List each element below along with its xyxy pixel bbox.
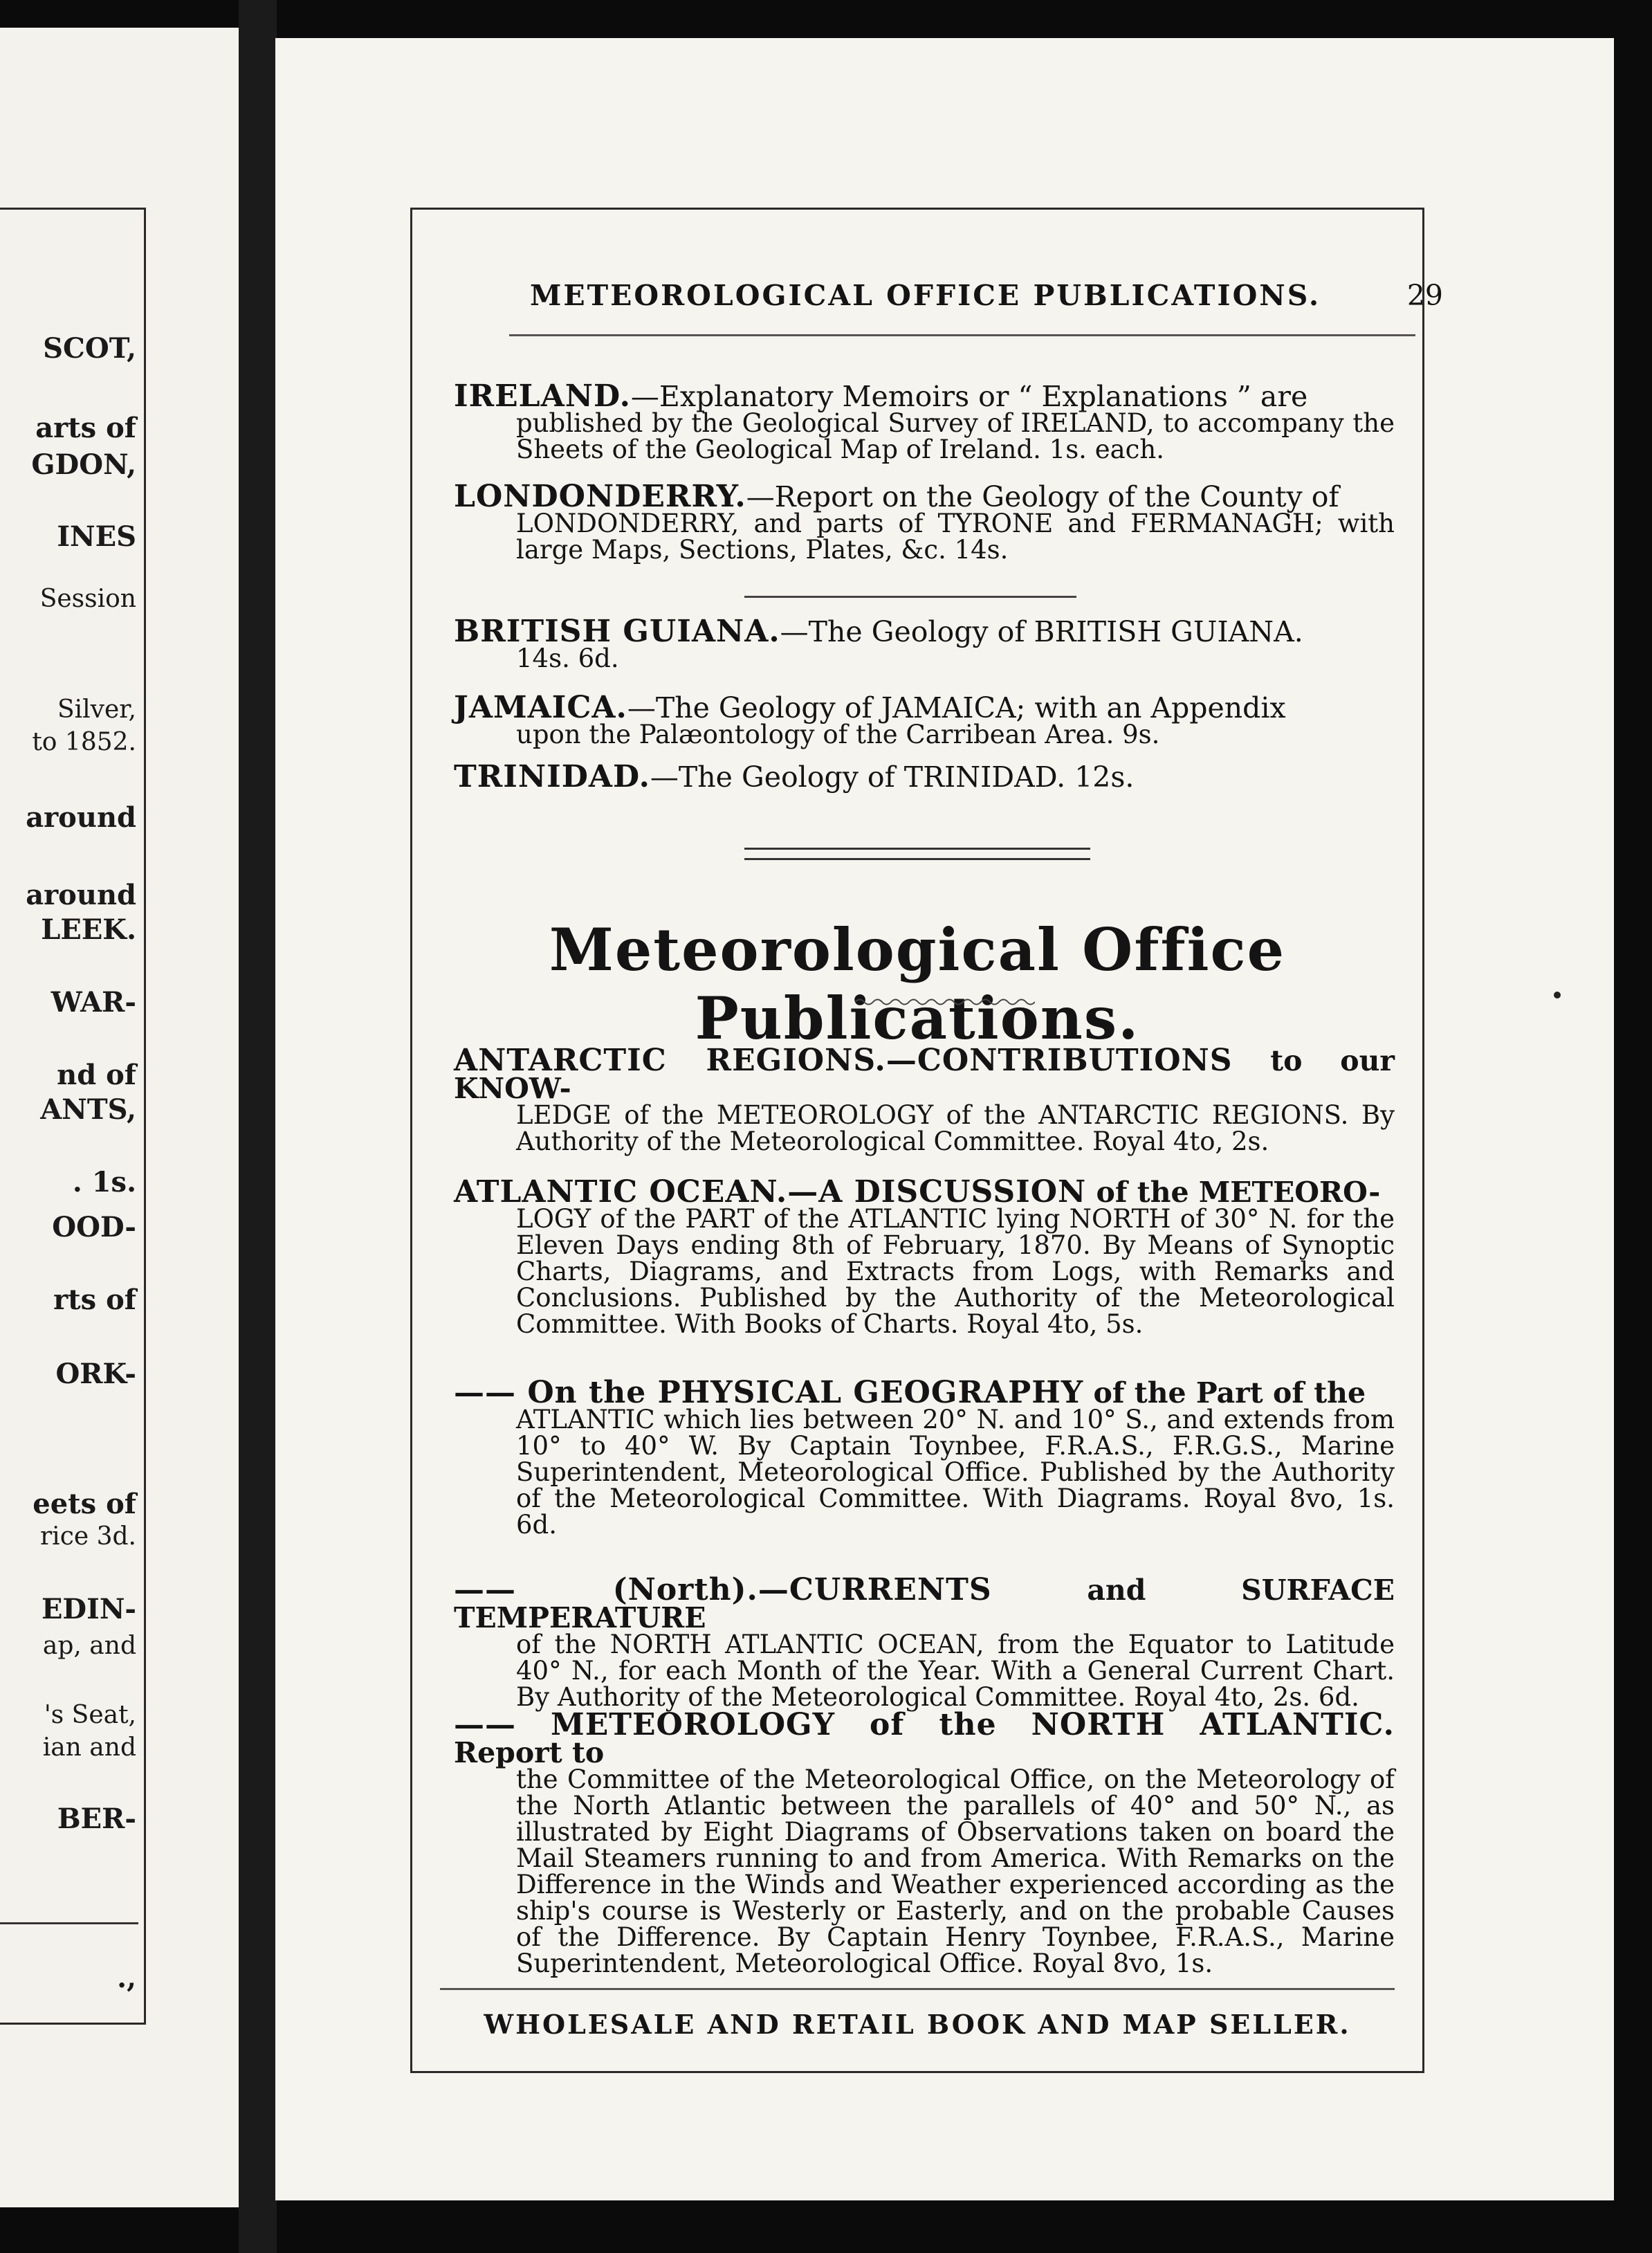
divider-rule xyxy=(744,596,1076,598)
entry-antarctic-regions xyxy=(454,1043,1395,1156)
entry-jamaica xyxy=(454,690,1395,749)
entry-lead-bold: PHYSICAL GEOGRAPHY xyxy=(646,1375,1084,1410)
left-fragment: WAR- xyxy=(51,986,136,1019)
footer-rule xyxy=(440,1988,1395,1990)
left-fragment: INES xyxy=(57,520,136,553)
entry-lead: of the METEORO- xyxy=(1086,1176,1381,1209)
left-fragment: OOD- xyxy=(52,1211,136,1243)
left-fragment: nd of xyxy=(57,1059,136,1091)
left-fragment: . 1s. xyxy=(72,1166,136,1198)
left-fragment: BER- xyxy=(57,1803,136,1835)
page xyxy=(275,38,1614,2200)
left-fragment: rice 3d. xyxy=(39,1522,136,1551)
entry-body: of the NORTH ATLANTIC OCEAN, from the Equator to Latitude 40° N., for each Month of the Year. With a General Current Chart. By Authority of the Meteorological Committee. Royal 4to, 2s. 6d. xyxy=(516,1630,1395,1712)
entry-body: LOGY of the PART of the ATLANTIC lying NORTH of 30° N. for the Eleven Days ending 8th of February, 1870. By Means of Synoptic Charts, Diagrams, and Extracts from Logs, with Remarks and Conclusions. Published by the Authority of the Meteorological Committee. With Books of Charts. Royal 4to, 5s. xyxy=(516,1204,1395,1339)
entry-keyword: IRELAND. xyxy=(454,378,631,414)
running-head-title: METEOROLOGICAL OFFICE PUBLICATIONS. xyxy=(530,279,1321,312)
entry-trinidad xyxy=(454,759,1395,794)
left-fragment: Session xyxy=(39,585,136,613)
left-fragment: to 1852. xyxy=(32,728,136,756)
entry-physical-geography xyxy=(454,1375,1395,1540)
entry-lead: —The Geology of JAMAICA; with an Appendix xyxy=(627,691,1286,724)
left-fragment: ap, and xyxy=(42,1632,136,1660)
section-title: Meteorological Office Publications. xyxy=(549,915,1286,1052)
entry-keyword: —— METEOROLOGY xyxy=(454,1707,836,1742)
entry-lead-bold: —CONTRIBUTIONS xyxy=(885,1043,1233,1078)
entry-lead-bold: —A DISCUSSION xyxy=(787,1174,1087,1210)
left-fragment: 's Seat, xyxy=(44,1701,136,1729)
entry-keyword: —— On the xyxy=(454,1375,647,1410)
left-fragment: arts of xyxy=(35,412,136,444)
entry-british-guiana xyxy=(454,614,1395,673)
entry-keyword: JAMAICA. xyxy=(454,690,627,725)
entry-lead: of the Part of the xyxy=(1083,1376,1366,1410)
entry-ireland xyxy=(454,378,1395,464)
entry-body: upon the Palæontology of the Carribean Area. 9s. xyxy=(516,720,1160,749)
entry-lead: —Explanatory Memoirs or “ Explanations ” are xyxy=(630,380,1308,413)
entry-body: ATLANTIC which lies between 20° N. and 10° S., and extends from 10° to 40° W. By Captain Toynbee, F.R.A.S., F.R.G.S., Marine Superintendent, Meteorological Office. Published by the Authority of the Meteorological Committee. With Diagrams. Royal 8vo, 1s. 6d. xyxy=(516,1405,1395,1540)
entry-keyword: ATLANTIC OCEAN. xyxy=(454,1174,788,1210)
entry-lead: —The Geology of BRITISH GUIANA. xyxy=(780,615,1303,648)
entry-londonderry xyxy=(454,479,1395,565)
entry-body: LONDONDERRY, and parts of TYRONE and FERMANAGH; with large Maps, Sections, Plates, &c. 14s. xyxy=(516,509,1395,565)
entry-atlantic-ocean xyxy=(454,1174,1395,1339)
page-speck xyxy=(1554,992,1561,998)
left-fragment: ., xyxy=(117,1962,136,1994)
entry-lead: to our KNOW- xyxy=(454,1044,1395,1105)
entry-keyword: ANTARCTIC REGIONS. xyxy=(454,1043,886,1078)
entry-keyword: TRINIDAD. xyxy=(454,759,650,794)
left-fragment: GDON, xyxy=(31,448,136,481)
left-fragment: around xyxy=(26,879,136,911)
entry-body: LEDGE of the METEOROLOGY of the ANTARCTIC REGIONS. By Authority of the Meteorological Committee. Royal 4to, 2s. xyxy=(516,1100,1395,1156)
entry-currents xyxy=(454,1572,1395,1712)
entry-lead: —Report on the Geology of the County of xyxy=(746,480,1339,513)
facing-page-fragment xyxy=(0,28,239,2207)
entry-lead-bold: —CURRENTS xyxy=(758,1572,992,1607)
entry-keyword: —— (North). xyxy=(454,1572,758,1607)
left-fragment: rts of xyxy=(53,1284,136,1316)
left-fragment: around xyxy=(26,801,136,834)
entry-keyword: BRITISH GUIANA. xyxy=(454,614,780,649)
left-fragment: LEEK. xyxy=(41,913,136,946)
double-divider-rule xyxy=(744,848,1090,860)
left-fragment: EDIN- xyxy=(41,1593,136,1625)
left-fragment: SCOT, xyxy=(43,332,136,365)
left-fragment: ian and xyxy=(42,1733,136,1762)
entry-lead: and SURFACE TEMPERATURE xyxy=(454,1574,1395,1634)
page-border xyxy=(410,208,1443,2073)
page-number: 29 xyxy=(1406,279,1443,312)
left-fragment: eets of xyxy=(33,1488,136,1520)
entry-body: 14s. 6d. xyxy=(516,644,619,673)
entry-body: the Committee of the Meteorological Office, on the Meteorology of the North Atlantic between the parallels of 40° and 50° N., as illustrated by Eight Diagrams of Observations taken on board the Mail Steamers running to and from America. With Remarks on the Difference in the Winds and Weather experienced according as the ship's course is Westerly or Easterly, and on the probable Causes of the Difference. By Captain Henry Toynbee, F.R.A.S., Marine Superintendent, Meteorological Office. Royal 8vo, 1s. xyxy=(516,1764,1395,1978)
left-fragment: ORK- xyxy=(55,1358,136,1390)
entry-keyword: LONDONDERRY. xyxy=(454,479,746,514)
entry-lead: Report to xyxy=(454,1736,605,1769)
running-head xyxy=(530,279,1443,312)
entry-lead: —The Geology of TRINIDAD. 12s. xyxy=(650,760,1135,794)
left-fragment: Silver, xyxy=(57,695,136,724)
left-rule xyxy=(0,1922,138,1924)
book-gutter xyxy=(239,0,277,2253)
entry-lead-bold: of the NORTH ATLANTIC. xyxy=(835,1707,1395,1742)
head-rule xyxy=(509,334,1415,336)
wavy-ornament xyxy=(855,997,1035,1007)
entry-meteorology-north-atlantic xyxy=(454,1707,1395,1978)
left-fragment: ANTS, xyxy=(40,1093,136,1126)
entry-body: published by the Geological Survey of IRELAND, to accompany the Sheets of the Geological Map of Ireland. 1s. each. xyxy=(516,408,1395,464)
footer-imprint: WHOLESALE AND RETAIL BOOK AND MAP SELLER. xyxy=(484,2009,1351,2040)
